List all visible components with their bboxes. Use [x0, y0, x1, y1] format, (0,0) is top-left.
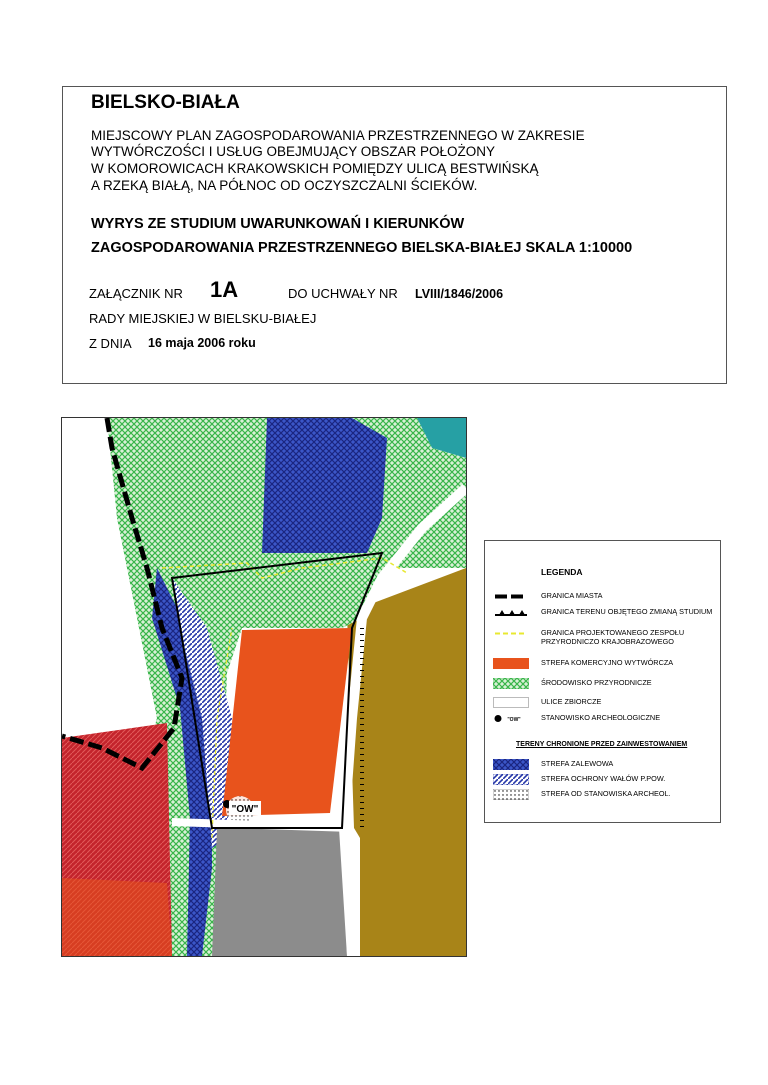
natural-environment-swatch — [493, 678, 529, 689]
city-name: BIELSKO-BIAŁA — [91, 92, 240, 113]
commercial-zone-swatch — [493, 658, 529, 669]
legend-item-archaeological-buffer — [493, 789, 721, 801]
map-extract[interactable] — [61, 417, 467, 957]
legend-label-line-1: GRANICA PROJEKTOWANEGO ZESPOŁU — [541, 628, 685, 637]
legend-label: STREFA KOMERCYJNO WYTWÓRCZA — [541, 658, 674, 667]
legend-item-embankment-zone — [493, 774, 721, 786]
collector-streets-swatch — [493, 697, 529, 708]
council-name: RADY MIEJSKIEJ W BIELSKU-BIAŁEJ — [89, 311, 317, 326]
legend-label: GRANICA TERENU OBJĘTEGO ZMIANĄ STUDIUM — [541, 607, 713, 616]
study-boundary-symbol — [493, 607, 529, 618]
plan-description-line-3: W KOMOROWICACH KRAKOWSKICH POMIĘDZY ULICĄ BESTWIŃSKĄ — [91, 161, 539, 176]
archaeological-site-symbol-label: "OW" — [507, 717, 521, 723]
legend-title: LEGENDA — [541, 567, 583, 577]
plan-description-line-4: A RZEKĄ BIAŁĄ, NA PÓŁNOC OD OCZYSZCZALNI ŚCIEKÓW. — [91, 178, 478, 193]
legend-label: STREFA OCHRONY WAŁÓW P.POW. — [541, 774, 666, 783]
attachment-label: ZAŁĄCZNIK NR — [89, 286, 183, 301]
title-block — [62, 86, 727, 384]
legend-label: ULICE ZBIORCZE — [541, 697, 602, 706]
landscape-boundary-symbol — [493, 628, 529, 639]
attachment-number: 1A — [210, 277, 239, 302]
commercial-zone[interactable] — [222, 628, 352, 816]
plan-description-line-2: WYTWÓRCZOŚCI I USŁUG OBEJMUJĄCY OBSZAR POŁOŻONY — [91, 144, 496, 159]
map-canvas — [62, 418, 466, 956]
legend-item-study-boundary — [493, 607, 721, 619]
legend-label: GRANICA MIASTA — [541, 591, 603, 600]
legend-label-line-2: PRZYRODNICZO KRAJOBRAZOWEGO — [541, 636, 674, 646]
city-boundary-symbol — [493, 591, 529, 602]
legend-item-archaeological-site — [493, 713, 721, 725]
legend-item-natural-environment — [493, 678, 721, 690]
plan-description-line-1: MIEJSCOWY PLAN ZAGOSPODAROWANIA PRZESTRZENNEGO W ZAKRESIE — [91, 128, 585, 143]
legend-item-city-boundary — [493, 591, 721, 603]
resolution-number: LVIII/1846/2006 — [415, 287, 504, 301]
legend-item-flood-zone — [493, 759, 721, 771]
flood-zone-north — [262, 418, 387, 553]
map-legend — [484, 540, 721, 823]
legend-label: ŚRODOWISKO PRZYRODNICZE — [541, 678, 652, 687]
gray-zone — [212, 828, 347, 956]
archaeological-site-symbol — [493, 713, 529, 724]
legend-item-collector-streets — [493, 697, 721, 709]
resolution-date: 16 maja 2006 roku — [148, 336, 256, 350]
resolution-label: DO UCHWAŁY NR — [288, 286, 398, 301]
archaeological-buffer-swatch — [493, 789, 529, 800]
legend-label: STANOWISKO ARCHEOLOGICZNE — [541, 713, 661, 722]
flood-zone-swatch — [493, 759, 529, 770]
legend-label: STREFA OD STANOWISKA ARCHEOL. — [541, 789, 671, 798]
extract-title-line-2: ZAGOSPODAROWANIA PRZESTRZENNEGO BIELSKA-BIAŁEJ SKALA 1:10000 — [91, 240, 633, 256]
extract-title-line-1: WYRYS ZE STUDIUM UWARUNKOWAŃ I KIERUNKÓW — [91, 216, 465, 232]
embankment-zone-swatch — [493, 774, 529, 785]
legend-item-landscape-boundary — [493, 628, 721, 648]
archaeological-site-label: "OW" — [231, 804, 259, 815]
legend-item-commercial-zone — [493, 658, 721, 670]
legend-label: STREFA ZALEWOWA — [541, 759, 614, 768]
protected-areas-heading: TERENY CHRONIONE PRZED ZAINWESTOWANIEM — [516, 741, 688, 748]
legend-label — [541, 629, 684, 646]
date-label: Z DNIA — [89, 336, 132, 351]
orange-west-strip — [62, 878, 172, 956]
